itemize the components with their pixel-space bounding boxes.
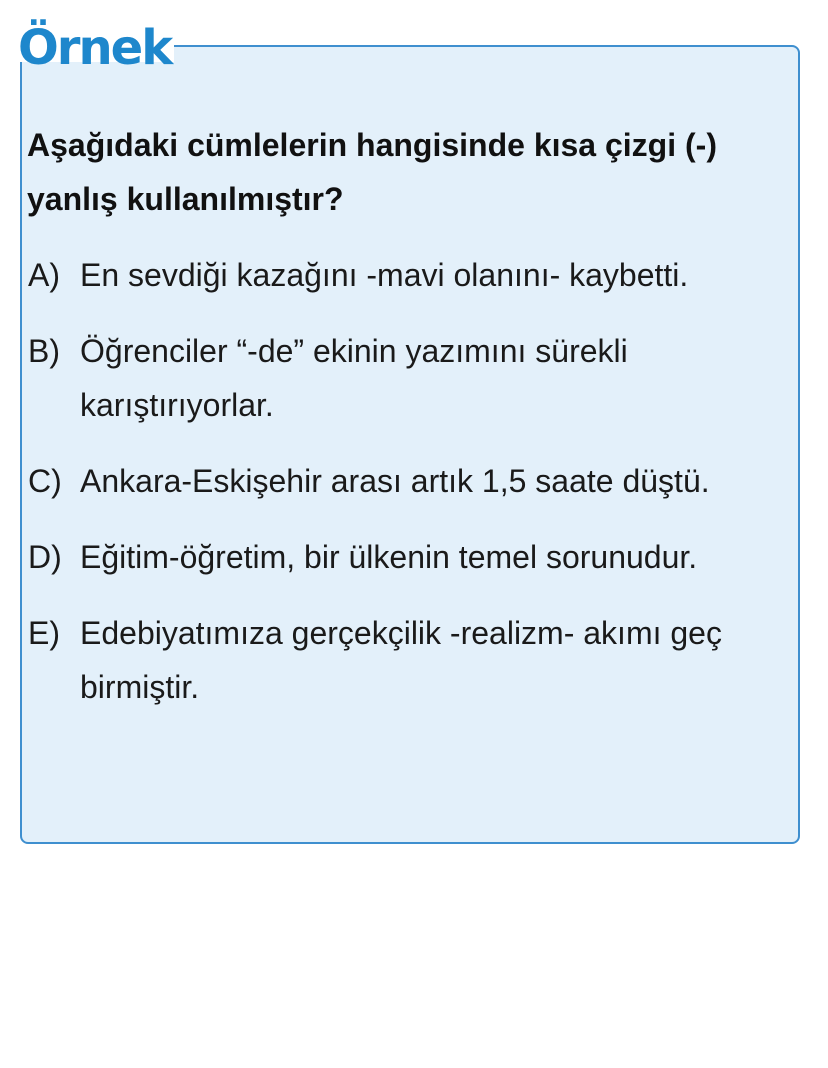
option-text: Eğitim-öğretim, bir ülkenin temel sorunudur. (80, 539, 698, 575)
option-b[interactable] (28, 324, 798, 432)
option-text: Ankara-Eskişehir arası artık 1,5 saate düştü. (80, 463, 710, 499)
example-heading: Örnek (18, 20, 172, 76)
option-text: Edebiyatımıza gerçekçilik -realizm- akımı geç birmiştir. (80, 615, 722, 705)
answer-options (28, 248, 798, 736)
option-a[interactable] (28, 248, 798, 302)
option-text: En sevdiği kazağını -mavi olanını- kaybetti. (80, 257, 689, 293)
option-text: Öğrenciler “-de” ekinin yazımını sürekli karıştırıyorlar. (80, 333, 628, 423)
option-c[interactable] (28, 454, 798, 508)
option-letter: E) (28, 615, 60, 651)
option-letter: D) (28, 539, 62, 575)
option-letter: C) (28, 463, 62, 499)
option-letter: A) (28, 257, 60, 293)
question-text: Aşağıdaki cümlelerin hangisinde kısa çizgi (-) yanlış kullanılmıştır? (27, 127, 717, 217)
option-letter: B) (28, 333, 60, 369)
option-e[interactable] (28, 606, 798, 714)
option-d[interactable] (28, 530, 798, 584)
